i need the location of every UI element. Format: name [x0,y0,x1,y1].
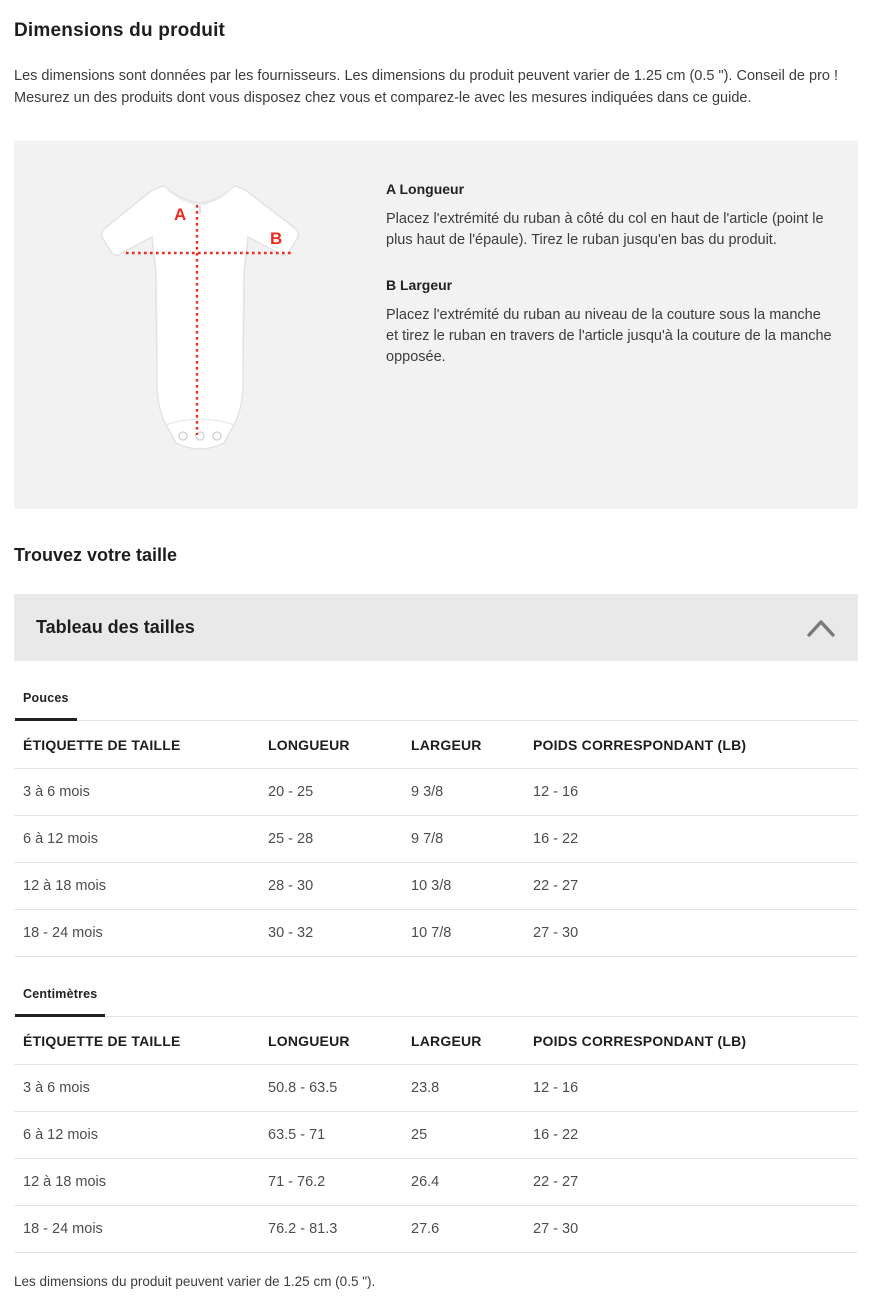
footnote-text: Les dimensions du produit peuvent varier de 1.25 cm (0.5 "). [14,1274,376,1289]
size-chart-accordion-title: Tableau des tailles [36,617,195,637]
cell-size-label: 12 à 18 mois [14,863,259,910]
cell-width: 10 3/8 [402,863,524,910]
chevron-up-icon[interactable] [804,616,838,640]
cell-weight: 22 - 27 [524,863,858,910]
cell-size-label: 18 - 24 mois [14,1206,259,1253]
table-row [14,816,858,863]
baby-onesie-diagram-image [84,173,316,465]
column-header-length: LONGUEUR [259,721,402,769]
cell-weight: 27 - 30 [524,910,858,957]
tab-pouces[interactable]: Pouces [15,675,77,721]
measure-guide-panel [14,141,858,509]
size-table-section-inches [14,675,858,957]
column-header-length: LONGUEUR [259,1017,402,1065]
cell-width: 27.6 [402,1206,524,1253]
unit-tab-row-inches [14,675,858,721]
marker-a-label: A [174,205,187,224]
table-row [14,1206,858,1253]
table-header-row [14,1017,858,1065]
intro-text: Les dimensions sont données par les fournisseurs. Les dimensions du produit peuvent varier de 1.25 cm (0.5 "). Conseil de pro ! Mesurez un des produits dont vous disposez chez vous et comparez-le avec les mesures indiquées dans ce guide. [14,68,839,106]
cell-width: 9 7/8 [402,816,524,863]
cell-weight: 16 - 22 [524,816,858,863]
cell-length: 25 - 28 [259,816,402,863]
cell-weight: 12 - 16 [524,1065,858,1112]
width-instruction-text: Placez l'extrémité du ruban au niveau de la couture sous la manche et tirez le ruban en travers de l'article jusqu'à la couture de la manche opposée. [386,307,832,365]
onesie-body-shape [102,186,299,449]
page-title: Dimensions du produit [14,20,226,41]
table-row [14,910,858,957]
table-row [14,1065,858,1112]
marker-b-label: B [270,229,283,248]
table-row [14,1112,858,1159]
cell-weight: 22 - 27 [524,1159,858,1206]
cell-width: 23.8 [402,1065,524,1112]
snap-button [213,432,221,440]
table-row [14,863,858,910]
cell-weight: 12 - 16 [524,769,858,816]
measure-instructions [386,141,858,509]
length-instruction-group [386,181,832,251]
size-table-inches [14,721,858,957]
table-row [14,769,858,816]
size-chart-accordion-header[interactable] [14,594,858,661]
cell-weight: 27 - 30 [524,1206,858,1253]
column-header-width: LARGEUR [402,721,524,769]
cell-size-label: 6 à 12 mois [14,816,259,863]
cell-length: 50.8 - 63.5 [259,1065,402,1112]
cell-size-label: 18 - 24 mois [14,910,259,957]
column-header-width: LARGEUR [402,1017,524,1065]
size-table-section-centimeters [14,971,858,1253]
cell-width: 25 [402,1112,524,1159]
unit-tab-row-centimeters [14,971,858,1017]
cell-length: 30 - 32 [259,910,402,957]
column-header-weight: POIDS CORRESPONDANT (LB) [524,1017,858,1065]
cell-size-label: 6 à 12 mois [14,1112,259,1159]
cell-length: 71 - 76.2 [259,1159,402,1206]
cell-size-label: 12 à 18 mois [14,1159,259,1206]
snap-button [179,432,187,440]
cell-weight: 16 - 22 [524,1112,858,1159]
cell-length: 28 - 30 [259,863,402,910]
column-header-size-label: ÉTIQUETTE DE TAILLE [14,1017,259,1065]
tab-centimetres[interactable]: Centimètres [15,971,105,1017]
width-instruction-group [386,277,832,368]
cell-width: 26.4 [402,1159,524,1206]
find-size-heading: Trouvez votre taille [14,545,178,565]
cell-width: 9 3/8 [402,769,524,816]
table-row [14,1159,858,1206]
column-header-weight: POIDS CORRESPONDANT (LB) [524,721,858,769]
length-instruction-text: Placez l'extrémité du ruban à côté du col en haut de l'article (point le plus haut de l'épaule). Tirez le ruban jusqu'en bas du produit. [386,211,824,248]
product-illustration [14,141,386,509]
size-table-centimeters [14,1017,858,1253]
width-instruction-title: B Largeur [386,277,453,293]
cell-width: 10 7/8 [402,910,524,957]
cell-length: 76.2 - 81.3 [259,1206,402,1253]
cell-size-label: 3 à 6 mois [14,1065,259,1112]
column-header-size-label: ÉTIQUETTE DE TAILLE [14,721,259,769]
table-header-row [14,721,858,769]
cell-length: 20 - 25 [259,769,402,816]
length-instruction-title: A Longueur [386,181,465,197]
cell-size-label: 3 à 6 mois [14,769,259,816]
cell-length: 63.5 - 71 [259,1112,402,1159]
